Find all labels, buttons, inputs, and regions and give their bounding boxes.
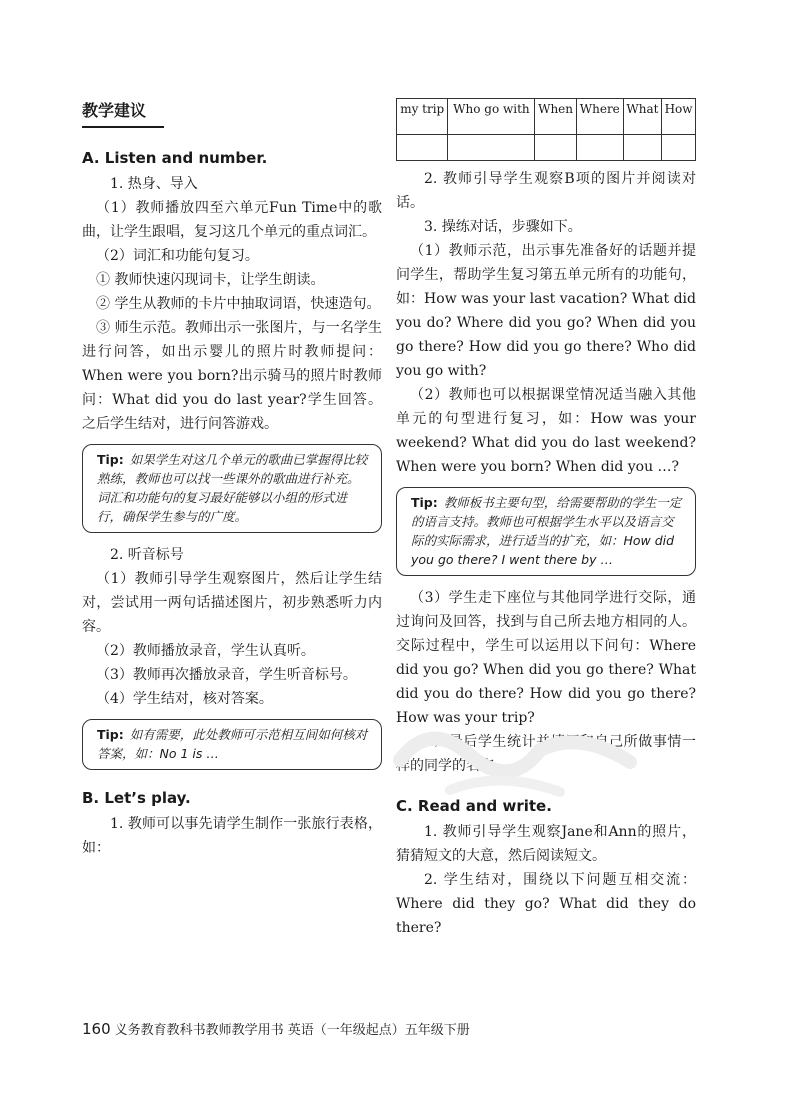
page-title: 教学建议 [82, 101, 147, 120]
left-paragraph: 1. 热身、导入 [110, 176, 198, 192]
right-paragraph: （2）教师也可以根据课堂情况适当融入其他单元的句型进行复习，如：How was your weekend? What did you do last weekend? When were you born? When did you …? [396, 387, 696, 475]
table-row [397, 135, 696, 161]
trip-table [396, 98, 696, 161]
table-header-cell: Who go with [448, 99, 535, 135]
book-title: 义务教育教科书教师教学用书 英语（一年级起点）五年级下册 [114, 1023, 470, 1038]
right-paragraph: 1. 教师引导学生观察Jane和Ann的照片，猜猜短文的大意，然后阅读短文。 [396, 824, 696, 864]
table-header-cell: my trip [397, 99, 448, 135]
section-b-title: B. Let’s play. [82, 789, 191, 807]
right-paragraph: （1）教师示范，出示事先准备好的话题并提问学生，帮助学生复习第五单元所有的功能句，如：How was your last vacation? What did you do? Where did you go? When did you go there? How did you go there? Who did you go with? [396, 243, 696, 379]
tip-text: 如果学生对这几个单元的歌曲已掌握得比较熟练，教师也可以找一些课外的歌曲进行补充。词汇和功能句的复习最好能够以小组的形式进行，确保学生参与的广度。 [97, 452, 368, 524]
table-header-cell: How [662, 99, 696, 135]
tip-box [82, 444, 382, 533]
tip-label: Tip: [411, 495, 438, 510]
page-footer [82, 1019, 470, 1038]
table-cell [623, 135, 661, 161]
right-paragraph: （4）最后学生统计并填写和自己所做事情一样的同学的名字。 [396, 734, 696, 774]
table-header-cell: What [623, 99, 661, 135]
tip-text: 教师板书主要句型，给需要帮助的学生一定的语言支持。教师也可根据学生水平以及语言交际的实际需求，进行适当的扩充，如：How did you go there? I went there by … [411, 495, 682, 567]
left-paragraph: （1）教师播放四至六单元Fun Time中的歌曲，让学生跟唱，复习这几个单元的重点词汇。 [82, 200, 382, 240]
table-cell [448, 135, 535, 161]
table-cell [662, 135, 696, 161]
tip-box [82, 719, 382, 770]
left-paragraph: 1. 教师可以事先请学生制作一张旅行表格，如： [82, 816, 382, 856]
left-paragraph: （4）学生结对，核对答案。 [96, 691, 273, 707]
right-column [396, 98, 696, 940]
right-paragraph: 2. 学生结对，围绕以下问题互相交流：Where did they go? What did they do there? [396, 872, 696, 936]
left-paragraph: 2. 听音标号 [110, 547, 184, 563]
left-paragraph: （1）教师引导学生观察图片，然后让学生结对，尝试用一两句话描述图片，初步熟悉听力内容。 [82, 571, 382, 635]
left-paragraph: （3）教师再次播放录音，学生听音标号。 [96, 667, 357, 683]
left-paragraph: （2）词汇和功能句复习。 [96, 248, 259, 264]
table-cell [535, 135, 576, 161]
right-paragraph: （3）学生走下座位与其他同学进行交际，通过询问及回答，找到与自己所去地方相同的人。交际过程中，学生可以运用以下问句：Where did you go? When did you go there? What did you do there? How did you go there? How was your trip? [396, 590, 696, 726]
section-a-title: A. Listen and number. [82, 149, 268, 167]
tip-label: Tip: [97, 727, 124, 742]
page-number: 160 [82, 1020, 111, 1038]
table-header-cell: Where [576, 99, 623, 135]
tip-text: 如有需要，此处教师可示范相互间如何核对答案，如：No 1 is … [97, 727, 368, 761]
table-cell [397, 135, 448, 161]
table-cell [576, 135, 623, 161]
left-paragraph: ③ 师生示范。教师出示一张图片，与一名学生进行问答，如出示婴儿的照片时教师提问：When were you born?出示骑马的照片时教师问：What did you do last year?学生回答。之后学生结对，进行问答游戏。 [82, 320, 382, 432]
section-c-title: C. Read and write. [396, 797, 552, 815]
right-paragraph: 3. 操练对话，步骤如下。 [424, 219, 582, 235]
table-header-cell: When [535, 99, 576, 135]
tip-box [396, 487, 696, 576]
left-paragraph: （2）教师播放录音，学生认真听。 [96, 643, 315, 659]
left-paragraph: ② 学生从教师的卡片中抽取词语，快速造句。 [96, 296, 381, 312]
left-paragraph: ① 教师快速闪现词卡，让学生朗读。 [96, 272, 325, 288]
title-underline [82, 126, 164, 128]
left-column [82, 98, 382, 860]
tip-label: Tip: [97, 452, 124, 467]
right-paragraph: 2. 教师引导学生观察B项的图片并阅读对话。 [396, 171, 696, 211]
table-header-row [397, 99, 696, 135]
